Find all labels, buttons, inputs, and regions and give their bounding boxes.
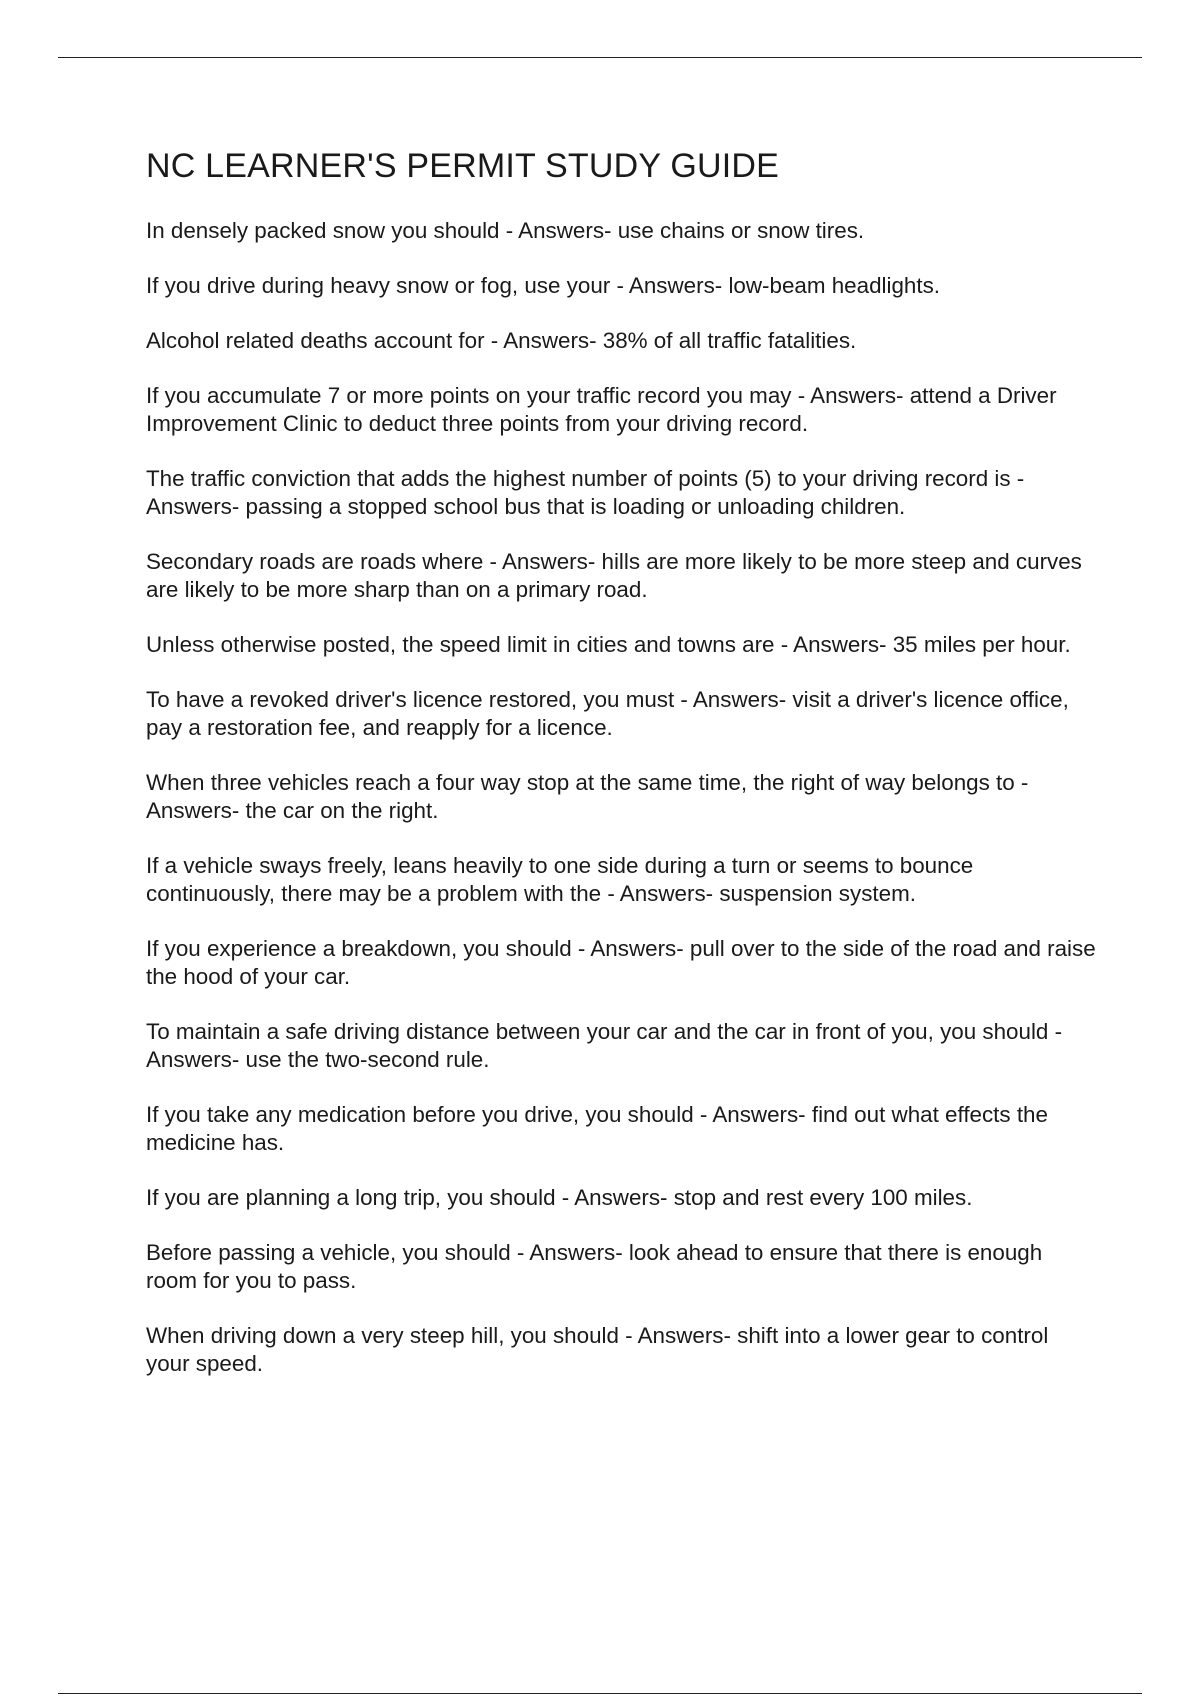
answer-text: Answers- use the two-second rule. (146, 1047, 490, 1072)
qa-item (146, 1184, 1096, 1212)
answer-text: Answers- shift into a lower gear to control your speed. (146, 1323, 1049, 1376)
answer-text: Answers- passing a stopped school bus that is loading or unloading children. (146, 494, 906, 519)
header-divider (58, 57, 1142, 58)
answer-text: Answers- low-beam headlights. (628, 273, 941, 298)
qa-item (146, 1018, 1096, 1074)
qa-item (146, 217, 1096, 245)
qa-item (146, 1101, 1096, 1157)
qa-item (146, 631, 1096, 659)
qa-item (146, 272, 1096, 300)
answer-text: Answers- pull over to the side of the road and raise the hood of your car. (146, 936, 1096, 989)
qa-list (146, 217, 1096, 1378)
question-text: To have a revoked driver's licence restored, you must - (146, 687, 693, 712)
qa-item (146, 548, 1096, 604)
question-text: Unless otherwise posted, the speed limit in cities and towns are - (146, 632, 794, 657)
answer-text: Answers- use chains or snow tires. (518, 218, 865, 243)
answer-text: Answers- look ahead to ensure that there is enough room for you to pass. (146, 1240, 1043, 1293)
qa-item (146, 686, 1096, 742)
answer-text: Answers- visit a driver's licence office, pay a restoration fee, and reapply for a licence. (146, 687, 1069, 740)
question-text: If you take any medication before you drive, you should - (146, 1102, 713, 1127)
question-text: Secondary roads are roads where - (146, 549, 502, 574)
answer-text: Answers- hills are more likely to be more steep and curves are likely to be more sharp than on a primary road. (146, 549, 1082, 602)
question-text: If you are planning a long trip, you should - (146, 1185, 575, 1210)
qa-item (146, 1322, 1096, 1378)
answer-text: Answers- the car on the right. (146, 798, 439, 823)
qa-item (146, 465, 1096, 521)
question-text: If a vehicle sways freely, leans heavily to one side during a turn or seems to bounce continuously, there may be a problem with the - (146, 853, 974, 906)
qa-item (146, 935, 1096, 991)
question-text: If you drive during heavy snow or fog, use your - (146, 273, 629, 298)
footer-divider (58, 1693, 1142, 1694)
qa-item (146, 1239, 1096, 1295)
answer-text: Answers- stop and rest every 100 miles. (574, 1185, 973, 1210)
question-text: The traffic conviction that adds the highest number of points (5) to your driving record is - (146, 466, 1025, 491)
question-text: If you experience a breakdown, you should - (146, 936, 591, 961)
qa-item (146, 382, 1096, 438)
qa-item (146, 327, 1096, 355)
question-text: Alcohol related deaths account for - (146, 328, 504, 353)
question-text: If you accumulate 7 or more points on your traffic record you may - (146, 383, 811, 408)
document-body (146, 145, 1096, 1405)
qa-item (146, 769, 1096, 825)
qa-item (146, 852, 1096, 908)
question-text: When three vehicles reach a four way stop at the same time, the right of way belongs to - (146, 770, 1029, 795)
answer-text: Answers- attend a Driver Improvement Clinic to deduct three points from your driving record. (146, 383, 1057, 436)
question-text: When driving down a very steep hill, you should - (146, 1323, 638, 1348)
question-text: In densely packed snow you should - (146, 218, 519, 243)
answer-text: Answers- suspension system. (619, 881, 916, 906)
answer-text: Answers- 38% of all traffic fatalities. (503, 328, 857, 353)
answer-text: Answers- 35 miles per hour. (793, 632, 1071, 657)
document-title: NC LEARNER'S PERMIT STUDY GUIDE (146, 147, 779, 185)
question-text: To maintain a safe driving distance between your car and the car in front of you, you should - (146, 1019, 1063, 1044)
answer-text: Answers- find out what effects the medicine has. (146, 1102, 1048, 1155)
question-text: Before passing a vehicle, you should - (146, 1240, 530, 1265)
